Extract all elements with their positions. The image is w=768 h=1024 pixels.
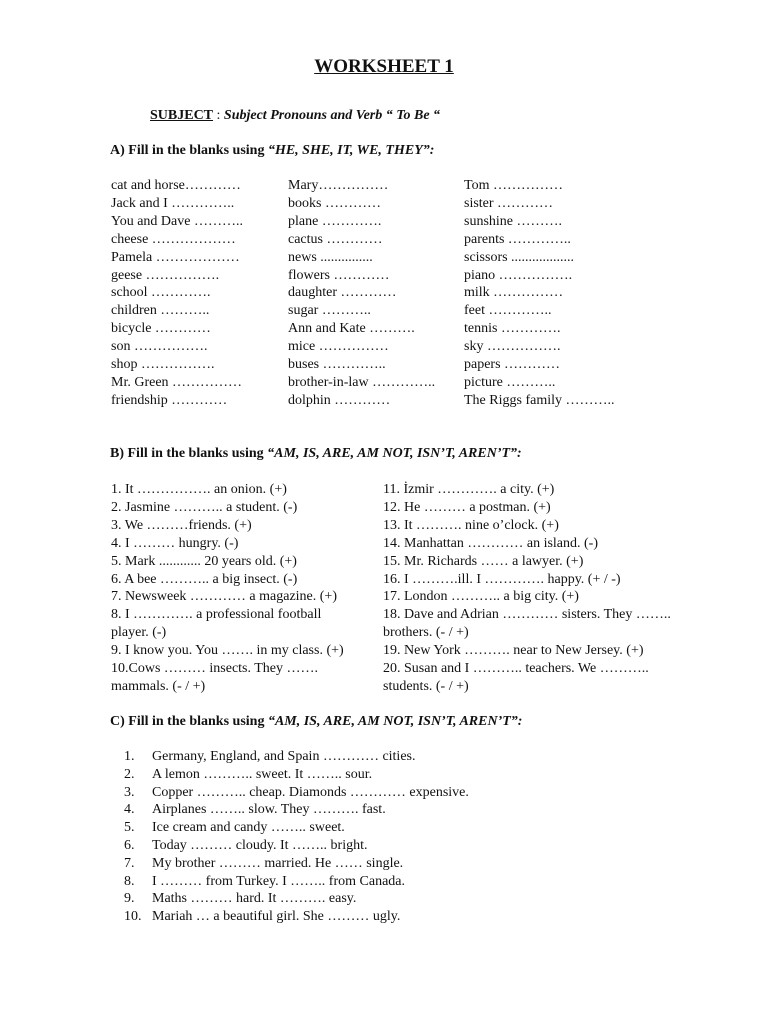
sentence-item: 14. Manhattan ………… an island. (-) — [383, 535, 599, 551]
word-item: flowers ………… — [288, 267, 390, 283]
section-a-heading — [110, 143, 434, 159]
section-a-heading-text: A) Fill in the blanks using — [110, 143, 268, 158]
item-number: 10. — [124, 909, 142, 925]
word-item: parents ………….. — [464, 231, 571, 247]
word-item: You and Dave ……….. — [111, 213, 243, 229]
word-item: sky ……………. — [464, 339, 561, 355]
word-item: piano ……………. — [464, 267, 573, 283]
sentence-item: 19. New York ………. near to New Jersey. (+) — [383, 643, 644, 659]
item-number: 6. — [124, 838, 135, 853]
section-c-heading-text: C) Fill in the blanks using — [110, 714, 268, 729]
sentence-item: Airplanes …….. slow. They ………. fast. — [152, 802, 386, 818]
subject-line — [150, 108, 440, 124]
word-item: sunshine ………. — [464, 213, 562, 229]
word-item: Mr. Green …………… — [111, 374, 243, 390]
subject-separator: : — [213, 108, 224, 123]
word-item: milk …………… — [464, 285, 564, 301]
section-c-heading-options: “AM, IS, ARE, AM NOT, ISN’T, AREN’T”: — [267, 714, 523, 729]
sentence-item: 12. He ……… a postman. (+) — [383, 499, 551, 515]
sentence-item: Germany, England, and Spain ………… cities. — [152, 749, 416, 764]
worksheet-title: WORKSHEET 1 — [314, 56, 454, 77]
word-item: children ……….. — [111, 303, 210, 319]
sentence-item: Ice cream and candy …….. sweet. — [152, 820, 345, 836]
sentence-item: 20. Susan and I ……….. teachers. We ……….. — [383, 661, 649, 676]
word-item: news ............... — [288, 249, 373, 265]
word-item: sugar ……….. — [288, 303, 371, 319]
word-item: plane …………. — [288, 213, 382, 229]
word-item: dolphin ………… — [288, 392, 391, 408]
word-item: feet ………….. — [464, 303, 552, 319]
word-item: cheese ……………… — [111, 231, 236, 247]
word-item: Jack and I ………….. — [111, 195, 235, 211]
sentence-item: 11. İzmir …………. a city. (+) — [383, 482, 555, 497]
word-item: sister ………… — [464, 195, 554, 211]
item-number: 2. — [124, 766, 135, 782]
sentence-item: Copper ……….. cheap. Diamonds ………… expensive. — [152, 784, 469, 800]
subject-label: SUBJECT — [150, 108, 214, 123]
sentence-item: brothers. (- / +) — [383, 625, 469, 641]
word-item: shop ……………. — [111, 357, 215, 372]
word-item: The Riggs family ……….. — [464, 392, 615, 408]
word-item: scissors .................. — [464, 249, 575, 265]
sentence-item: My brother ……… married. He …… single. — [152, 855, 404, 871]
word-item: school …………. — [111, 285, 211, 301]
word-item: brother-in-law ………….. — [288, 374, 436, 390]
word-item: friendship ………… — [111, 392, 228, 408]
word-item: cat and horse………… — [111, 178, 241, 193]
sentence-item: 7. Newsweek ………… a magazine. (+) — [111, 589, 337, 605]
sentence-item: 15. Mr. Richards …… a lawyer. (+) — [383, 553, 584, 569]
word-item: books ………… — [288, 195, 381, 211]
word-item: tennis …………. — [464, 321, 561, 337]
sentence-item: 9. I know you. You ……. in my class. (+) — [111, 643, 344, 659]
sentence-item: 16. I ……….ill. I …………. happy. (+ / -) — [383, 571, 621, 587]
sentence-item: player. (-) — [111, 625, 167, 641]
word-item: cactus ………… — [288, 231, 383, 247]
word-item: Pamela ……………… — [111, 249, 240, 265]
item-number: 9. — [124, 891, 135, 907]
word-item: daughter ………… — [288, 285, 397, 301]
subject-value: Subject Pronouns and Verb “ To Be “ — [223, 108, 441, 123]
section-b-heading-options: “AM, IS, ARE, AM NOT, ISN’T, AREN’T”: — [267, 446, 522, 461]
sentence-item: 18. Dave and Adrian ………… sisters. They …….. — [383, 607, 671, 623]
sentence-item: 6. A bee ……….. a big insect. (-) — [111, 571, 298, 587]
item-number: 8. — [124, 873, 135, 889]
word-item: geese ……………. — [111, 267, 220, 283]
section-c-heading — [110, 714, 522, 730]
item-number: 7. — [124, 855, 135, 871]
section-b-heading-text: B) Fill in the blanks using — [110, 446, 268, 461]
sentence-item: 2. Jasmine ……….. a student. (-) — [111, 499, 298, 515]
word-item: papers ………… — [464, 357, 561, 372]
word-item: Tom …………… — [464, 178, 563, 193]
sentence-item: Maths ……… hard. It ………. easy. — [152, 891, 357, 907]
word-item: son ……………. — [111, 339, 208, 355]
item-number: 1. — [124, 749, 135, 764]
sentence-item: mammals. (- / +) — [111, 678, 206, 694]
sentence-item: students. (- / +) — [383, 678, 469, 694]
word-item: Ann and Kate ………. — [288, 321, 415, 337]
sentence-item: 3. We ………friends. (+) — [111, 517, 252, 533]
sentence-item: I ……… from Turkey. I …….. from Canada. — [152, 873, 406, 889]
sentence-item: 8. I …………. a professional football — [111, 607, 322, 623]
sentence-item: 1. It ……………. an onion. (+) — [111, 482, 287, 497]
item-number: 4. — [124, 802, 135, 818]
word-item: mice …………… — [288, 339, 389, 355]
section-a-heading-options: “HE, SHE, IT, WE, THEY”: — [267, 143, 435, 158]
sentence-item: 5. Mark ............ 20 years old. (+) — [111, 553, 297, 569]
word-item: buses ………….. — [288, 357, 386, 372]
section-b-heading — [110, 446, 522, 462]
word-item: picture ……….. — [464, 374, 556, 390]
sentence-item: Today ……… cloudy. It …….. bright. — [152, 838, 368, 853]
item-number: 3. — [124, 784, 135, 800]
sentence-item: 13. It ………. nine o’clock. (+) — [383, 517, 559, 533]
sentence-item: A lemon ……….. sweet. It …….. sour. — [152, 766, 373, 782]
sentence-item: 17. London ……….. a big city. (+) — [383, 589, 579, 605]
word-item: bicycle ………… — [111, 321, 211, 337]
sentence-item: Mariah … a beautiful girl. She ……… ugly. — [152, 909, 401, 925]
sentence-item: 10.Cows ……… insects. They ……. — [111, 661, 319, 676]
sentence-item: 4. I ……… hungry. (-) — [111, 535, 239, 551]
item-number: 5. — [124, 820, 135, 836]
word-item: Mary…………… — [288, 178, 389, 193]
